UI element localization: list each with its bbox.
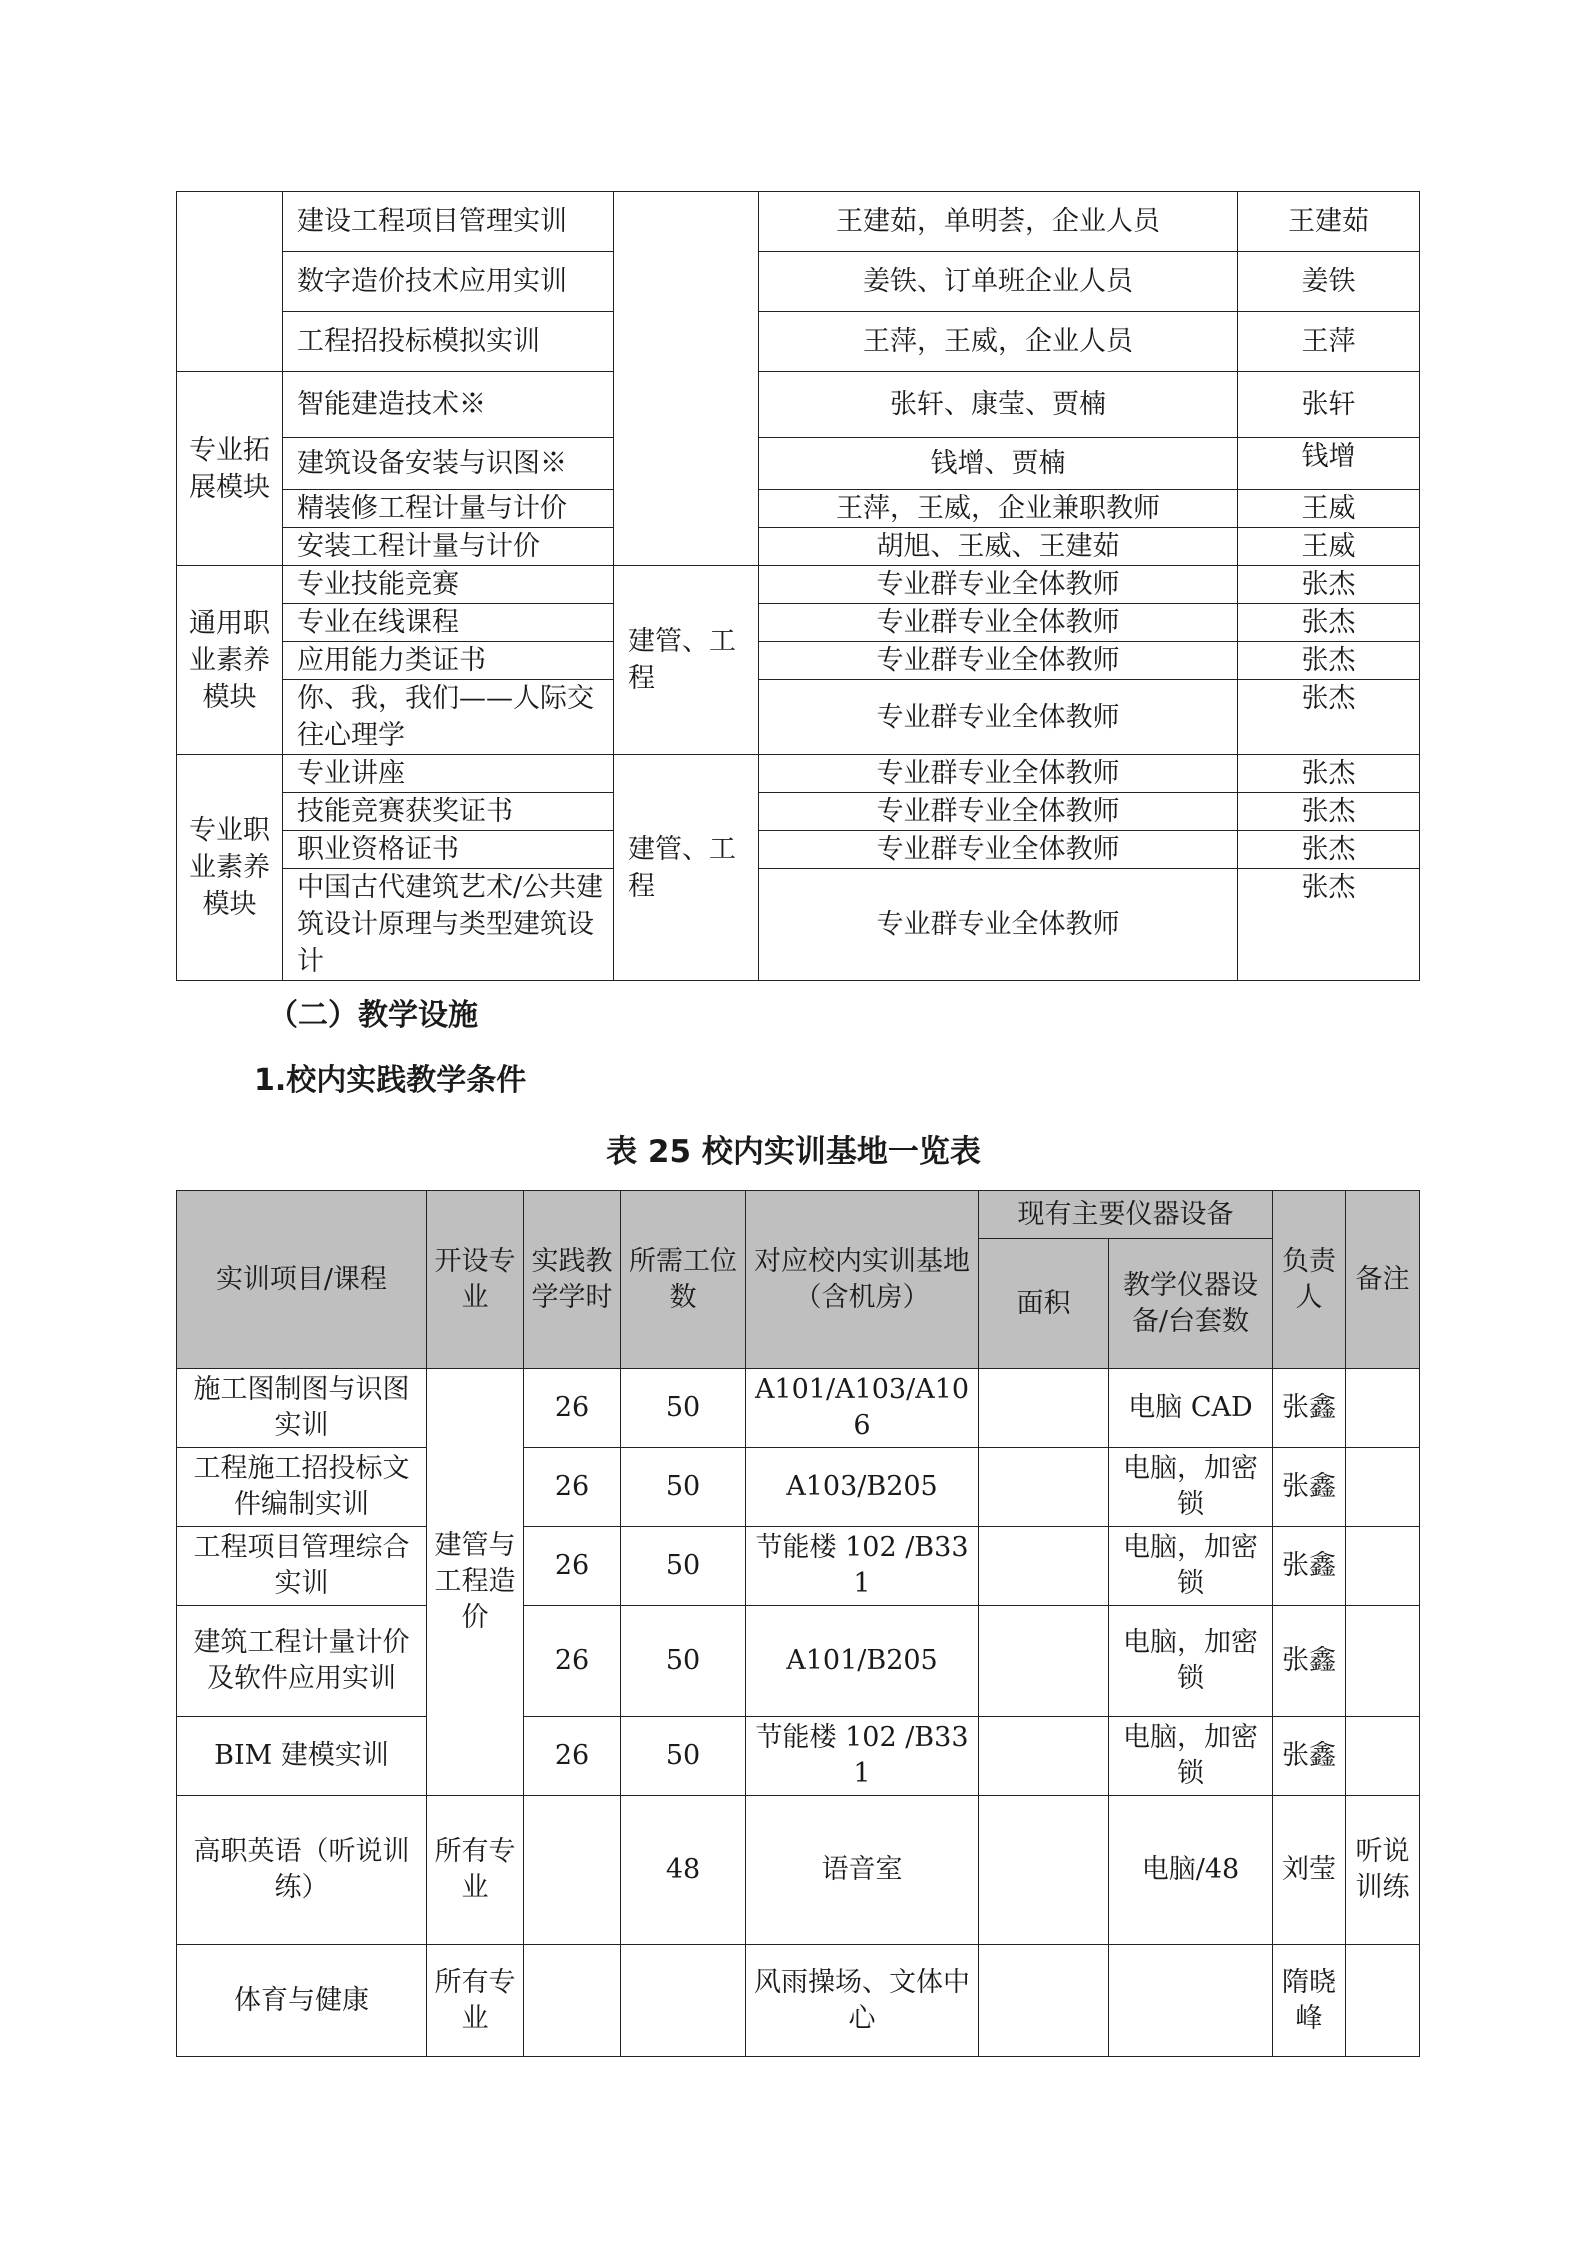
- area-cell: [979, 1796, 1109, 1945]
- lead-cell: 姜铁: [1238, 252, 1420, 312]
- table-row: [177, 438, 1420, 490]
- major-cell: 所有专业: [427, 1945, 524, 2057]
- devices-cell: 电脑 CAD: [1109, 1369, 1273, 1448]
- remark-cell: [1346, 1369, 1420, 1448]
- person-cell: 张鑫: [1273, 1717, 1346, 1796]
- major-cell: 建管、工程: [614, 566, 759, 755]
- module-cell: [177, 192, 283, 372]
- devices-cell: 电脑，加密锁: [1109, 1717, 1273, 1796]
- base-cell: 风雨操场、文体中心: [746, 1945, 979, 2057]
- table-row: [177, 252, 1420, 312]
- area-cell: [979, 1945, 1109, 2057]
- teachers-cell: 专业群专业全体教师: [759, 755, 1238, 793]
- major-cell: 建管与工程造价: [427, 1369, 524, 1796]
- hours-cell: [524, 1945, 621, 2057]
- teachers-cell: 专业群专业全体教师: [759, 680, 1238, 755]
- teachers-cell: 王萍，王威，企业兼职教师: [759, 490, 1238, 528]
- devices-cell: 电脑，加密锁: [1109, 1606, 1273, 1717]
- devices-cell: 电脑，加密锁: [1109, 1527, 1273, 1606]
- remark-cell: [1346, 1606, 1420, 1717]
- person-cell: 张鑫: [1273, 1369, 1346, 1448]
- lead-cell: 王威: [1238, 528, 1420, 566]
- table-row: [177, 1606, 1420, 1717]
- table-row: [177, 1945, 1420, 2057]
- col-header-major: 开设专业: [427, 1191, 524, 1369]
- course-cell: 安装工程计量与计价: [283, 528, 614, 566]
- col-header-project: 实训项目/课程: [177, 1191, 427, 1369]
- major-cell: [614, 192, 759, 566]
- subsection-heading: 1.校内实践教学条件: [254, 1063, 527, 1098]
- header-row: [177, 1191, 1420, 1239]
- table-row: [177, 566, 1420, 604]
- hours-cell: 26: [524, 1606, 621, 1717]
- col-header-stations: 所需工位数: [621, 1191, 746, 1369]
- lead-cell: 张杰: [1238, 680, 1420, 755]
- module-name: 专业拓展模块: [177, 372, 283, 566]
- teachers-cell: 王建茹，单明荟，企业人员: [759, 192, 1238, 252]
- lead-cell: 王威: [1238, 490, 1420, 528]
- col-header-remark: 备注: [1346, 1191, 1420, 1369]
- area-cell: [979, 1448, 1109, 1527]
- table-row: [177, 1448, 1420, 1527]
- stations-cell: 50: [621, 1717, 746, 1796]
- stations-cell: 50: [621, 1369, 746, 1448]
- course-cell: 专业讲座: [283, 755, 614, 793]
- table-row: [177, 642, 1420, 680]
- teachers-cell: 专业群专业全体教师: [759, 566, 1238, 604]
- person-cell: 张鑫: [1273, 1606, 1346, 1717]
- hours-cell: 26: [524, 1717, 621, 1796]
- table-row: [177, 312, 1420, 372]
- table-row: [177, 490, 1420, 528]
- course-cell: 建设工程项目管理实训: [283, 192, 614, 252]
- table-row: [177, 1527, 1420, 1606]
- table-caption: 表 25 校内实训基地一览表: [606, 1134, 981, 1170]
- lead-cell: 王萍: [1238, 312, 1420, 372]
- teachers-cell: 专业群专业全体教师: [759, 642, 1238, 680]
- teachers-cell: 专业群专业全体教师: [759, 793, 1238, 831]
- area-cell: [979, 1369, 1109, 1448]
- teachers-cell: 专业群专业全体教师: [759, 869, 1238, 981]
- lead-cell: 张杰: [1238, 566, 1420, 604]
- teachers-cell: 专业群专业全体教师: [759, 604, 1238, 642]
- base-cell: 节能楼 102 /B331: [746, 1527, 979, 1606]
- teacher-table: [176, 191, 1420, 981]
- person-cell: 张鑫: [1273, 1448, 1346, 1527]
- table-row: [177, 1717, 1420, 1796]
- table-row: [177, 372, 1420, 438]
- area-cell: [979, 1717, 1109, 1796]
- teachers-cell: 钱增、贾楠: [759, 438, 1238, 490]
- course-cell: 专业技能竞赛: [283, 566, 614, 604]
- major-cell: 建管、工程: [614, 755, 759, 981]
- remark-cell: [1346, 1448, 1420, 1527]
- course-cell: 技能竞赛获奖证书: [283, 793, 614, 831]
- project-cell: 高职英语（听说训练）: [177, 1796, 427, 1945]
- project-cell: 施工图制图与识图实训: [177, 1369, 427, 1448]
- course-cell: 专业在线课程: [283, 604, 614, 642]
- teachers-cell: 姜铁、订单班企业人员: [759, 252, 1238, 312]
- module-name: 专业职业素养模块: [177, 755, 283, 981]
- remark-cell: [1346, 1945, 1420, 2057]
- hours-cell: 26: [524, 1369, 621, 1448]
- base-cell: 语音室: [746, 1796, 979, 1945]
- course-cell: 工程招投标模拟实训: [283, 312, 614, 372]
- project-cell: 工程项目管理综合实训: [177, 1527, 427, 1606]
- course-cell: 建筑设备安装与识图※: [283, 438, 614, 490]
- col-header-equipment: 现有主要仪器设备: [979, 1191, 1273, 1239]
- col-header-area: 面积: [979, 1239, 1109, 1369]
- stations-cell: 50: [621, 1448, 746, 1527]
- base-cell: A101/B205: [746, 1606, 979, 1717]
- table-row: [177, 793, 1420, 831]
- table-row: [177, 192, 1420, 252]
- base-cell: A101/A103/A106: [746, 1369, 979, 1448]
- teachers-cell: 胡旭、王威、王建茹: [759, 528, 1238, 566]
- col-header-hours: 实践教学学时: [524, 1191, 621, 1369]
- stations-cell: [621, 1945, 746, 2057]
- hours-cell: [524, 1796, 621, 1945]
- teachers-cell: 专业群专业全体教师: [759, 831, 1238, 869]
- devices-cell: 电脑，加密锁: [1109, 1448, 1273, 1527]
- course-cell: 中国古代建筑艺术/公共建筑设计原理与类型建筑设计: [283, 869, 614, 981]
- table-row: [177, 604, 1420, 642]
- section-heading: （二）教学设施: [268, 998, 478, 1033]
- area-cell: [979, 1606, 1109, 1717]
- lead-cell: 钱增: [1238, 438, 1420, 490]
- devices-cell: 电脑/48: [1109, 1796, 1273, 1945]
- hours-cell: 26: [524, 1527, 621, 1606]
- devices-cell: [1109, 1945, 1273, 2057]
- course-cell: 你、我，我们——人际交往心理学: [283, 680, 614, 755]
- person-cell: 刘莹: [1273, 1796, 1346, 1945]
- lead-cell: 张杰: [1238, 831, 1420, 869]
- course-cell: 精装修工程计量与计价: [283, 490, 614, 528]
- table-row: [177, 1796, 1420, 1945]
- lead-cell: 张杰: [1238, 755, 1420, 793]
- major-cell: 所有专业: [427, 1796, 524, 1945]
- base-cell: 节能楼 102 /B331: [746, 1717, 979, 1796]
- lead-cell: 张杰: [1238, 793, 1420, 831]
- col-header-devices: 教学仪器设备/台套数: [1109, 1239, 1273, 1369]
- area-cell: [979, 1527, 1109, 1606]
- person-cell: 张鑫: [1273, 1527, 1346, 1606]
- remark-cell: 听说训练: [1346, 1796, 1420, 1945]
- module-name: 通用职业素养模块: [177, 566, 283, 755]
- lead-cell: 王建茹: [1238, 192, 1420, 252]
- col-header-base: 对应校内实训基地（含机房）: [746, 1191, 979, 1369]
- lead-cell: 张轩: [1238, 372, 1420, 438]
- remark-cell: [1346, 1717, 1420, 1796]
- hours-cell: 26: [524, 1448, 621, 1527]
- project-cell: 建筑工程计量计价及软件应用实训: [177, 1606, 427, 1717]
- course-cell: 应用能力类证书: [283, 642, 614, 680]
- project-cell: 工程施工招投标文件编制实训: [177, 1448, 427, 1527]
- table-row: [177, 528, 1420, 566]
- project-cell: 体育与健康: [177, 1945, 427, 2057]
- stations-cell: 50: [621, 1527, 746, 1606]
- teachers-cell: 王萍，王威，企业人员: [759, 312, 1238, 372]
- stations-cell: 50: [621, 1606, 746, 1717]
- table-row: [177, 869, 1420, 981]
- table-row: [177, 831, 1420, 869]
- table-row: [177, 680, 1420, 755]
- lead-cell: 张杰: [1238, 604, 1420, 642]
- course-cell: 职业资格证书: [283, 831, 614, 869]
- lead-cell: 张杰: [1238, 869, 1420, 981]
- lead-cell: 张杰: [1238, 642, 1420, 680]
- stations-cell: 48: [621, 1796, 746, 1945]
- course-cell: 数字造价技术应用实训: [283, 252, 614, 312]
- project-cell: BIM 建模实训: [177, 1717, 427, 1796]
- person-cell: 隋晓峰: [1273, 1945, 1346, 2057]
- col-header-person: 负责人: [1273, 1191, 1346, 1369]
- base-cell: A103/B205: [746, 1448, 979, 1527]
- training-base-table: [176, 1190, 1420, 2057]
- table-row: [177, 755, 1420, 793]
- course-cell: 智能建造技术※: [283, 372, 614, 438]
- table-row: [177, 1369, 1420, 1448]
- teachers-cell: 张轩、康莹、贾楠: [759, 372, 1238, 438]
- remark-cell: [1346, 1527, 1420, 1606]
